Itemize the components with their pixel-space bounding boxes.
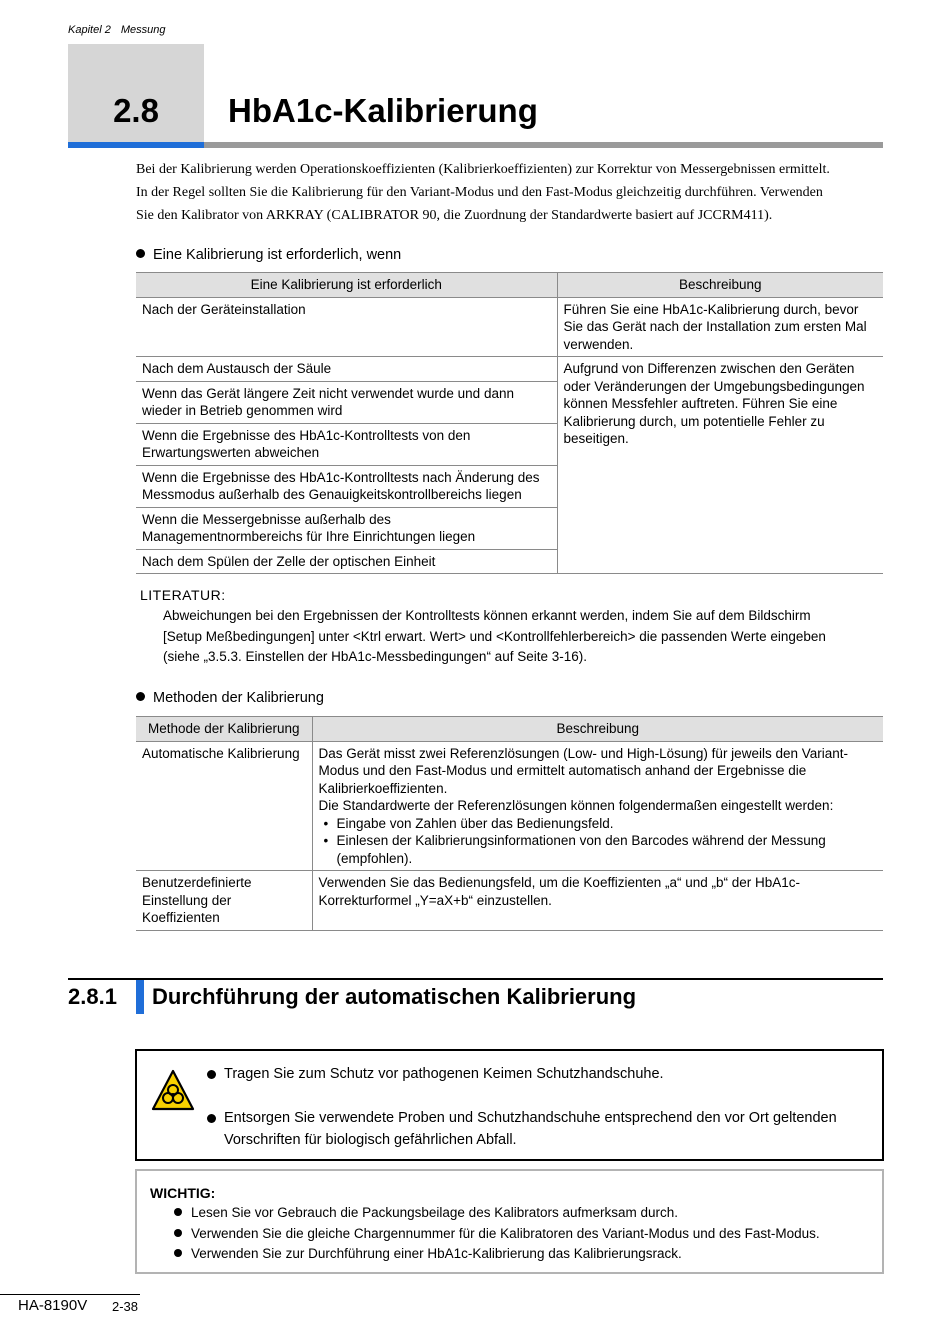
condition-cell: Wenn das Gerät längere Zeit nicht verwendet wurde und dann wieder in Betrieb genommen wird — [136, 381, 557, 423]
literature-line: Abweichungen bei den Ergebnissen der Kontrolltests können erkannt werden, indem Sie auf dem Bildschirm — [163, 608, 811, 623]
warning-item — [207, 1063, 867, 1085]
column-header: Eine Kalibrierung ist erforderlich — [136, 273, 557, 298]
required-table — [136, 272, 883, 574]
warning-text: Tragen Sie zum Schutz vor pathogenen Keimen Schutzhandschuhe. — [224, 1066, 664, 1082]
literature-body — [163, 606, 883, 668]
condition-cell: Wenn die Messergebnisse außerhalb des Managementnormbereichs für Ihre Einrichtungen liegen — [136, 507, 557, 549]
column-header: Beschreibung — [557, 273, 883, 298]
required-heading-text: Eine Kalibrierung ist erforderlich, wenn — [153, 247, 402, 263]
method-name-cell: Automatische Kalibrierung — [136, 741, 312, 871]
literature-heading: LITERATUR: — [140, 587, 226, 603]
important-heading: WICHTIG: — [150, 1185, 216, 1201]
important-item — [174, 1224, 820, 1245]
warning-item — [207, 1107, 867, 1151]
required-heading — [136, 247, 401, 263]
section-rule-accent — [68, 142, 204, 148]
section-title: HbA1c-Kalibrierung — [228, 92, 538, 129]
bullet-icon — [174, 1249, 182, 1257]
bullet-icon — [207, 1114, 216, 1123]
important-notice-box — [135, 1169, 884, 1274]
section-number: 2.8 — [113, 92, 159, 129]
bullet-icon — [174, 1229, 182, 1237]
important-text: Verwenden Sie die gleiche Chargennummer für die Kalibratoren des Variant-Modus und des Fast-Modus. — [191, 1225, 820, 1241]
column-header: Beschreibung — [312, 717, 883, 742]
footer-model: HA-8190V — [18, 1297, 88, 1314]
table-row — [136, 357, 883, 382]
method-description-cell — [312, 741, 883, 871]
important-item — [174, 1244, 820, 1265]
important-text: Verwenden Sie zur Durchführung einer HbA1c-Kalibrierung das Kalibrierungsrack. — [191, 1246, 682, 1261]
biohazard-warning-box — [135, 1049, 884, 1161]
subsection-accent-bar — [136, 980, 144, 1014]
list-item: • Einlesen der Kalibrierungsinformationen von den Barcodes während der Messung (empfohlen). — [337, 832, 878, 867]
intro-line: Bei der Kalibrierung werden Operationskoeffizienten (Kalibrierkoeffizienten) zur Korrektur von Messergebnissen ermittelt. — [136, 162, 830, 177]
literature-line: (siehe „3.5.3. Einstellen der HbA1c-Messbedingungen“ auf Seite 3-16). — [163, 649, 587, 664]
method-options-list — [319, 815, 878, 868]
table-row — [136, 871, 883, 931]
chapter-title: Messung — [120, 24, 166, 36]
warning-list — [207, 1063, 867, 1173]
methods-heading-text: Methoden der Kalibrierung — [153, 690, 324, 706]
method-description-text: Das Gerät misst zwei Referenzlösungen (Low- und High-Lösung) für jeweils den Variant-Modus und den Fast-Modus und ermittelt automatisch anhand der Ergebnisse die Kalibrierkoeffizienten. — [318, 745, 848, 796]
condition-cell: Wenn die Ergebnisse des HbA1c-Kontrolltests von den Erwartungswerten abweichen — [136, 423, 557, 465]
table-row — [136, 741, 883, 871]
description-cell: Aufgrund von Differenzen zwischen den Geräten oder Veränderungen der Umgebungsbedingungen können Messfehler auftreten. Führen Sie eine Kalibrierung durch, um potentielle Fehler zu beseitigen. — [557, 357, 883, 574]
subsection-number: 2.8.1 — [68, 984, 117, 1009]
description-cell: Führen Sie eine HbA1c-Kalibrierung durch, bevor Sie das Gerät nach der Installation zum ersten Mal verwenden. — [557, 297, 883, 357]
chapter-number: Kapitel 2 — [68, 24, 111, 36]
column-header: Methode der Kalibrierung — [136, 717, 312, 742]
method-description-text: Die Standardwerte der Referenzlösungen können folgendermaßen eingestellt werden: — [318, 798, 834, 813]
literature-line: [Setup Meßbedingungen] unter <Ktrl erwart. Wert> und <Kontrollfehlerbereich> die passenden Werte eingeben — [163, 628, 826, 644]
condition-cell: Nach der Geräteinstallation — [136, 297, 557, 357]
subsection-title: Durchführung der automatischen Kalibrierung — [152, 984, 637, 1009]
table-row — [136, 297, 883, 357]
condition-cell: Nach dem Spülen der Zelle der optischen Einheit — [136, 549, 557, 574]
footer-rule — [0, 1294, 140, 1295]
biohazard-icon — [151, 1069, 195, 1111]
bullet-icon — [136, 692, 145, 701]
intro-line: Sie den Kalibrator von ARKRAY (CALIBRATOR 90, die Zuordnung der Standardwerte basiert auf JCCRM411). — [136, 208, 773, 223]
section-rule — [204, 142, 883, 148]
important-text: Lesen Sie vor Gebrauch die Packungsbeilage des Kalibrators aufmerksam durch. — [191, 1205, 679, 1220]
chapter-label — [68, 24, 175, 36]
important-list — [174, 1203, 820, 1265]
subsection-rule — [68, 978, 883, 980]
condition-cell: Wenn die Ergebnisse des HbA1c-Kontrolltests nach Änderung des Messmodus außerhalb des Genauigkeitskontrollbereichs liegen — [136, 465, 557, 507]
method-name-cell: Benutzerdefinierte Einstellung der Koeffizienten — [136, 871, 312, 931]
intro-line: In der Regel sollten Sie die Kalibrierung für den Variant-Modus und den Fast-Modus gleichzeitig durchführen. Verwenden — [136, 185, 823, 200]
methods-heading — [136, 690, 324, 706]
footer-page-number: 2-38 — [112, 1299, 139, 1314]
table-header-row — [136, 717, 883, 742]
section-header — [68, 44, 883, 148]
bullet-icon — [207, 1070, 216, 1079]
methods-table — [136, 716, 883, 931]
method-description-cell: Verwenden Sie das Bedienungsfeld, um die Koeffizienten „a“ und „b“ der HbA1c-Korrekturformel „Y=aX+b“ einzustellen. — [312, 871, 883, 931]
bullet-icon — [136, 249, 145, 258]
warning-text: Entsorgen Sie verwendete Proben und Schutzhandschuhe entsprechend den vor Ort geltenden Vorschriften für biologisch gefährlichen Abfall. — [224, 1110, 837, 1148]
list-item: • Eingabe von Zahlen über das Bedienungsfeld. — [337, 815, 878, 833]
table-header-row — [136, 273, 883, 298]
condition-cell: Nach dem Austausch der Säule — [136, 357, 557, 382]
intro-paragraph — [136, 158, 886, 227]
important-item — [174, 1203, 820, 1224]
bullet-icon — [174, 1208, 182, 1216]
